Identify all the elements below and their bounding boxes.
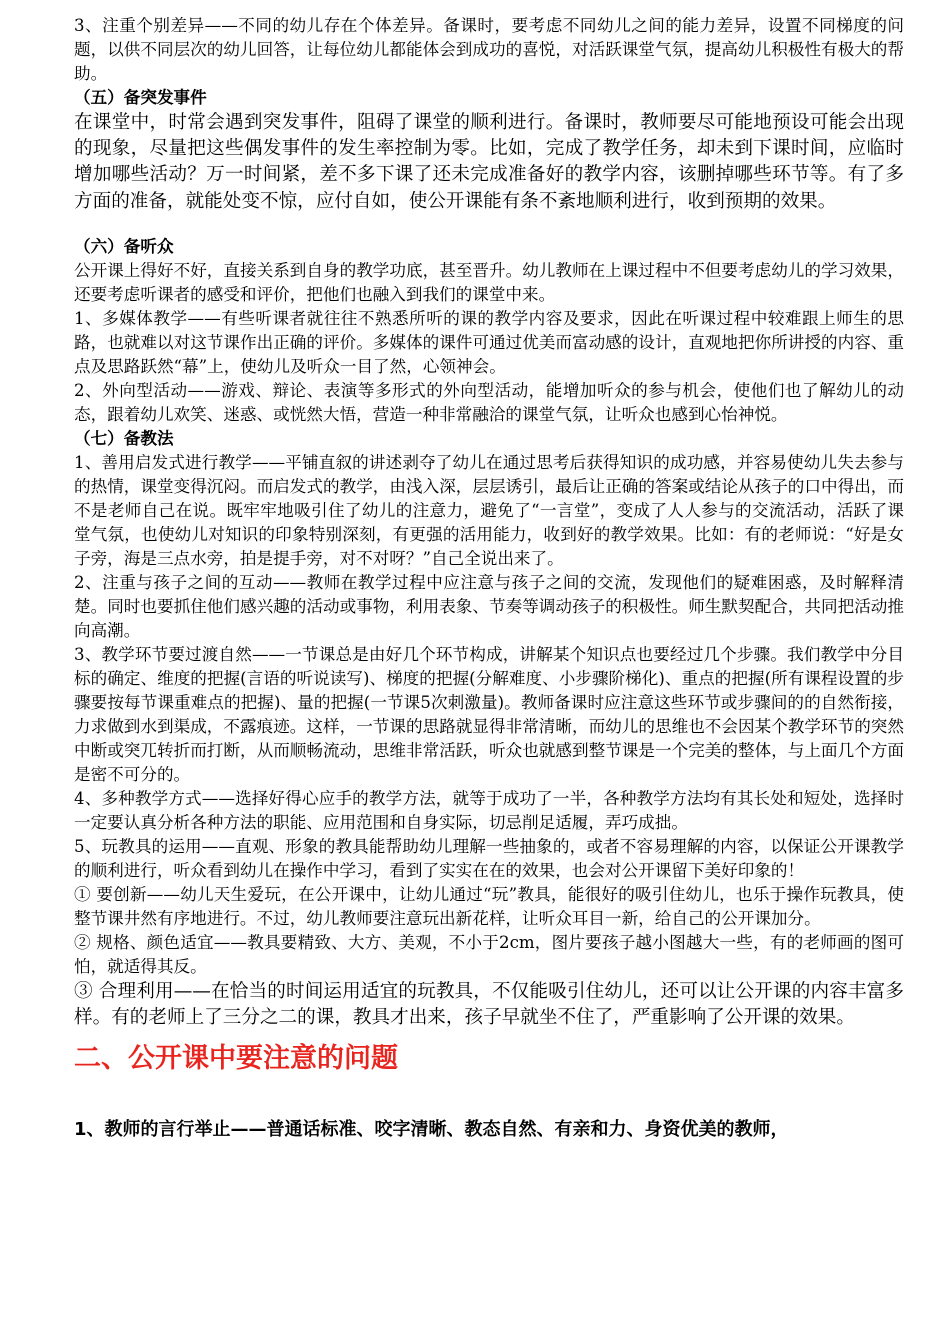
document-page	[74, 14, 904, 1143]
paragraph-transitions: 3、教学环节要过渡自然——一节课总是由好几个环节构成，讲解某个知识点也要经过几个步骤。我们教学中分目标的确定、维度的把握(言语的听说读写)、梯度的把握(分解难度、小步骤阶梯化)、重点的把握(所有课程设置的步骤要按每节课重难点的把握)、量的把握(一节课5次刺激量)。教师备课时应注意这些环节或步骤间的的自然衔接，力求做到水到渠成，不露痕迹。这样，一节课的思路就显得非常清晰，而幼儿的思维也不会因某个教学环节的突然中断或突兀转折而打断，从而顺畅流动，思维非常活跃，听众也就感到整节课是一个完美的整体，与上面几个方面是密不可分的。	[74, 644, 904, 784]
spacer	[74, 1077, 904, 1117]
paragraph-audience-intro: 公开课上得好不好，直接关系到自身的教学功底，甚至晋升。幼儿教师在上课过程中不但要考虑幼儿的学习效果，还要考虑听课者的感受和评价，把他们也融入到我们的课堂中来。	[74, 260, 904, 304]
spacer	[74, 215, 904, 235]
paragraph-heuristic-teaching: 1、善用启发式进行教学——平铺直叙的讲述剥夺了幼儿在通过思考后获得知识的成功感，并容易使幼儿失去参与的热情，课堂变得沉闷。而启发式的教学，由浅入深，层层诱引，最后让正确的答案或结论从孩子的口中得出，而不是老师自己在说。既牢牢地吸引住了幼儿的注意力，避免了“一言堂”，变成了人人参与的交流活动，活跃了课堂气氛，也使幼儿对知识的印象特别深刻，有更强的活用能力，收到好的教学效果。比如：有的老师说：“好是女子旁，海是三点水旁，拍是提手旁，对不对呀？”自己全说出来了。	[74, 452, 904, 568]
heading-teaching-methods: （七）备教法	[74, 428, 174, 448]
paragraph-teacher-conduct: 1、教师的言行举止——普通话标准、咬字清晰、教态自然、有亲和力、身资优美的教师，	[74, 1119, 789, 1141]
paragraph-reasonable-use: ③ 合理利用——在恰当的时间运用适宜的玩教具，不仅能吸引住幼儿，还可以让公开课的内容丰富多样。有的老师上了三分之二的课，教具才出来，孩子早就坐不住了，严重影响了公开课的效果。	[74, 980, 904, 1029]
paragraph-emergencies: 在课堂中，时常会遇到突发事件，阻碍了课堂的顺利进行。备课时，教师要尽可能地预设可能会出现的现象，尽量把这些偶发事件的发生率控制为零。比如，完成了教学任务，却未到下课时间，应临时增加哪些活动？万一时间紧，差不多下课了还未完成准备好的教学内容，该删掉哪些环节等。有了多方面的准备，就能处变不惊，应付自如，使公开课能有条不紊地顺利进行，收到预期的效果。	[74, 112, 904, 212]
heading-audience: （六）备听众	[74, 236, 174, 256]
paragraph-outgoing-activities: 2、外向型活动——游戏、辩论、表演等多形式的外向型活动，能增加听众的参与机会，使他们也了解幼儿的动态，跟着幼儿欢笑、迷惑、或恍然大悟，营造一种非常融洽的课堂气氛，让听众也感到心怡神悦。	[74, 380, 904, 424]
spacer	[74, 1031, 904, 1041]
heading-emergencies: （五）备突发事件	[74, 88, 207, 107]
paragraph-interaction: 2、注重与孩子之间的互动——教师在教学过程中应注意与孩子之间的交流，发现他们的疑难困惑，及时解释清楚。同时也要抓住他们感兴趣的活动或事物，利用表象、节奏等调动孩子的积极性。师生默契配合，共同把活动推向高潮。	[74, 572, 904, 640]
paragraph-individual-differences: 3、注重个别差异——不同的幼儿存在个体差异。备课时，要考虑不同幼儿之间的能力差异，设置不同梯度的问题，以供不同层次的幼儿回答，让每位幼儿都能体会到成功的喜悦，对活跃课堂气氛，提高幼儿积极性有极大的帮助。	[74, 16, 904, 83]
paragraph-multimedia: 1、多媒体教学——有些听课者就往往不熟悉所听的课的教学内容及要求，因此在听课过程中较难跟上师生的思路，也就难以对这节课作出正确的评价。多媒体的课件可通过优美而富动感的设计，直观地把你所讲授的内容、重点及思路跃然“幕”上，使幼儿及听众一目了然，心领神会。	[74, 308, 904, 376]
paragraph-size-color: ② 规格、颜色适宜——教具要精致、大方、美观，不小于2cm，图片要孩子越小图越大一些，有的老师画的图可怕，就适得其反。	[74, 932, 904, 976]
paragraph-teaching-aids: 5、玩教具的运用——直观、形象的教具能帮助幼儿理解一些抽象的，或者不容易理解的内容，以保证公开课教学的顺利进行，听众看到幼儿在操作中学习，看到了实实在在的效果，也会对公开课留下美好印象的！	[74, 836, 904, 880]
paragraph-teaching-modes: 4、多种教学方式——选择好得心应手的教学方法，就等于成功了一半，各种教学方法均有其长处和短处，选择时一定要认真分析各种方法的职能、应用范围和自身实际，切忌削足适履，弄巧成拙。	[74, 788, 904, 832]
section-title-issues: 二、公开课中要注意的问题	[74, 1043, 398, 1075]
paragraph-innovation: ① 要创新——幼儿天生爱玩，在公开课中，让幼儿通过“玩”教具，能很好的吸引住幼儿，也乐于操作玩教具，使整节课井然有序地进行。不过，幼儿教师要注意玩出新花样，让听众耳目一新，给自己的公开课加分。	[74, 884, 904, 928]
